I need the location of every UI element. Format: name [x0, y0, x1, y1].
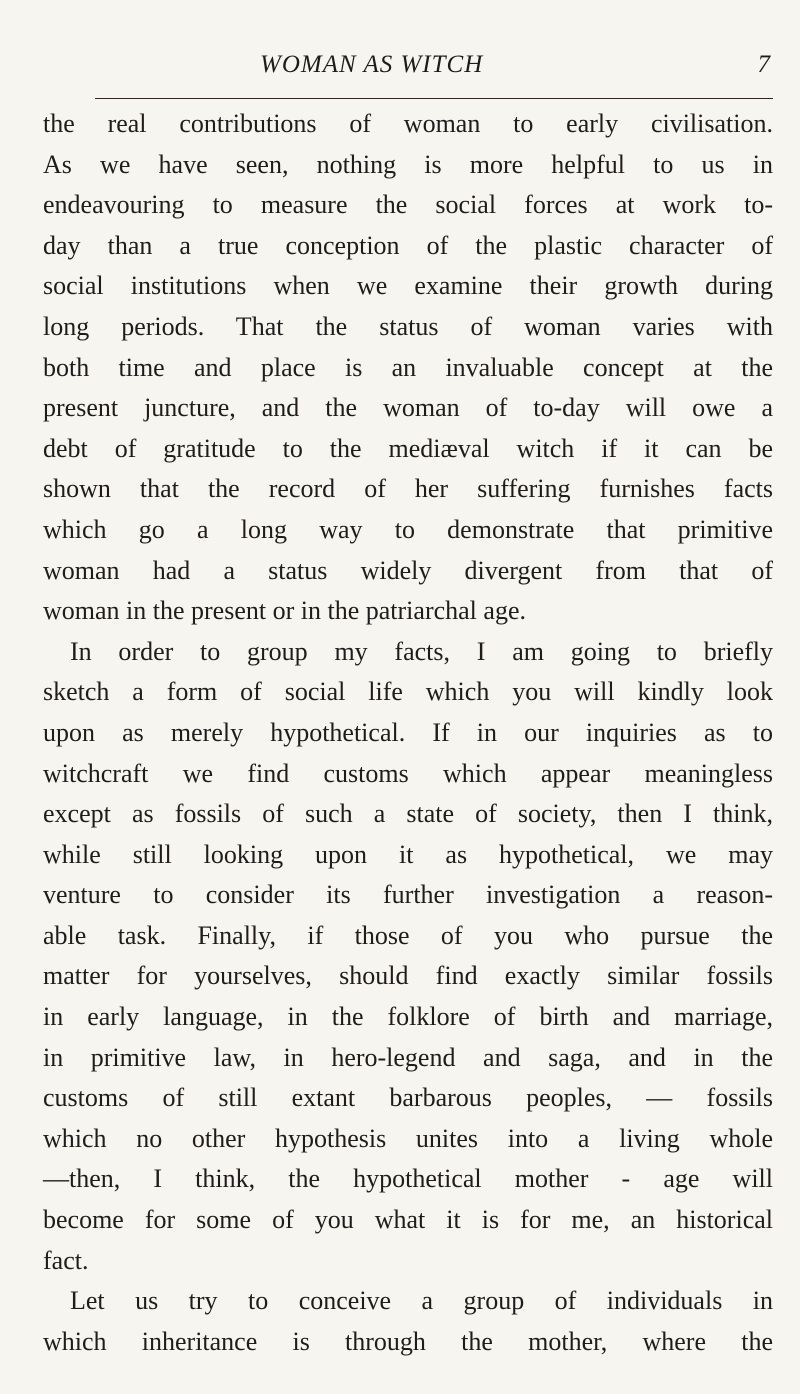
paragraph-start-line: Let us try to conceive a group of individuals in [70, 1286, 773, 1316]
text-line: shown that the record of her suffering furnishes facts [43, 474, 773, 504]
text-line: present juncture, and the woman of to-day will owe a [43, 393, 773, 423]
text-line: in primitive law, in hero-legend and saga, and in the [43, 1042, 773, 1072]
text-line: fact. [43, 1245, 89, 1275]
text-line: endeavouring to measure the social forces at work to- [43, 190, 773, 220]
text-line: day than a true conception of the plastic character of [43, 230, 773, 260]
text-line: which inheritance is through the mother, where the [43, 1326, 773, 1356]
text-line: —then, I think, the hypothetical mother - age will [43, 1164, 773, 1194]
text-line: upon as merely hypothetical. If in our inquiries as to [43, 717, 773, 747]
text-line: the real contributions of woman to early civilisation. [43, 109, 773, 138]
text-line: woman had a status widely divergent from that of [43, 555, 773, 585]
text-line: witchcraft we find customs which appear meaningless [43, 758, 773, 788]
text-line: As we have seen, nothing is more helpful to us in [43, 149, 773, 179]
text-line: matter for yourselves, should find exactly similar fossils [43, 961, 773, 991]
text-line: social institutions when we examine their growth during [43, 271, 773, 301]
text-line: in early language, in the folklore of birth and marriage, [43, 1002, 773, 1032]
text-line: except as fossils of such a state of society, then I think, [43, 799, 773, 829]
page-number: 7 [757, 51, 770, 78]
text-line: debt of gratitude to the mediæval witch if it can be [43, 433, 773, 463]
text-line: which no other hypothesis unites into a living whole [43, 1123, 773, 1153]
running-title: WOMAN AS WITCH [260, 51, 484, 78]
text-line: while still looking upon it as hypothetical, we may [43, 839, 773, 869]
running-head [260, 50, 770, 90]
text-line: venture to consider its further investigation a reason- [43, 880, 773, 910]
text-line: sketch a form of social life which you will kindly look [43, 677, 773, 707]
text-line: become for some of you what it is for me, an historical [43, 1205, 773, 1235]
body-text [43, 104, 773, 1362]
text-line: long periods. That the status of woman varies with [43, 311, 773, 341]
paragraph-start-line: In order to group my facts, I am going to briefly [70, 636, 773, 666]
header-rule [95, 98, 773, 99]
text-line: which go a long way to demonstrate that primitive [43, 514, 773, 544]
text-line: able task. Finally, if those of you who pursue the [43, 920, 773, 950]
text-line: customs of still extant barbarous peoples, — fossils [43, 1083, 773, 1113]
text-line: both time and place is an invaluable concept at the [43, 352, 773, 382]
text-line: woman in the present or in the patriarchal age. [43, 596, 526, 626]
